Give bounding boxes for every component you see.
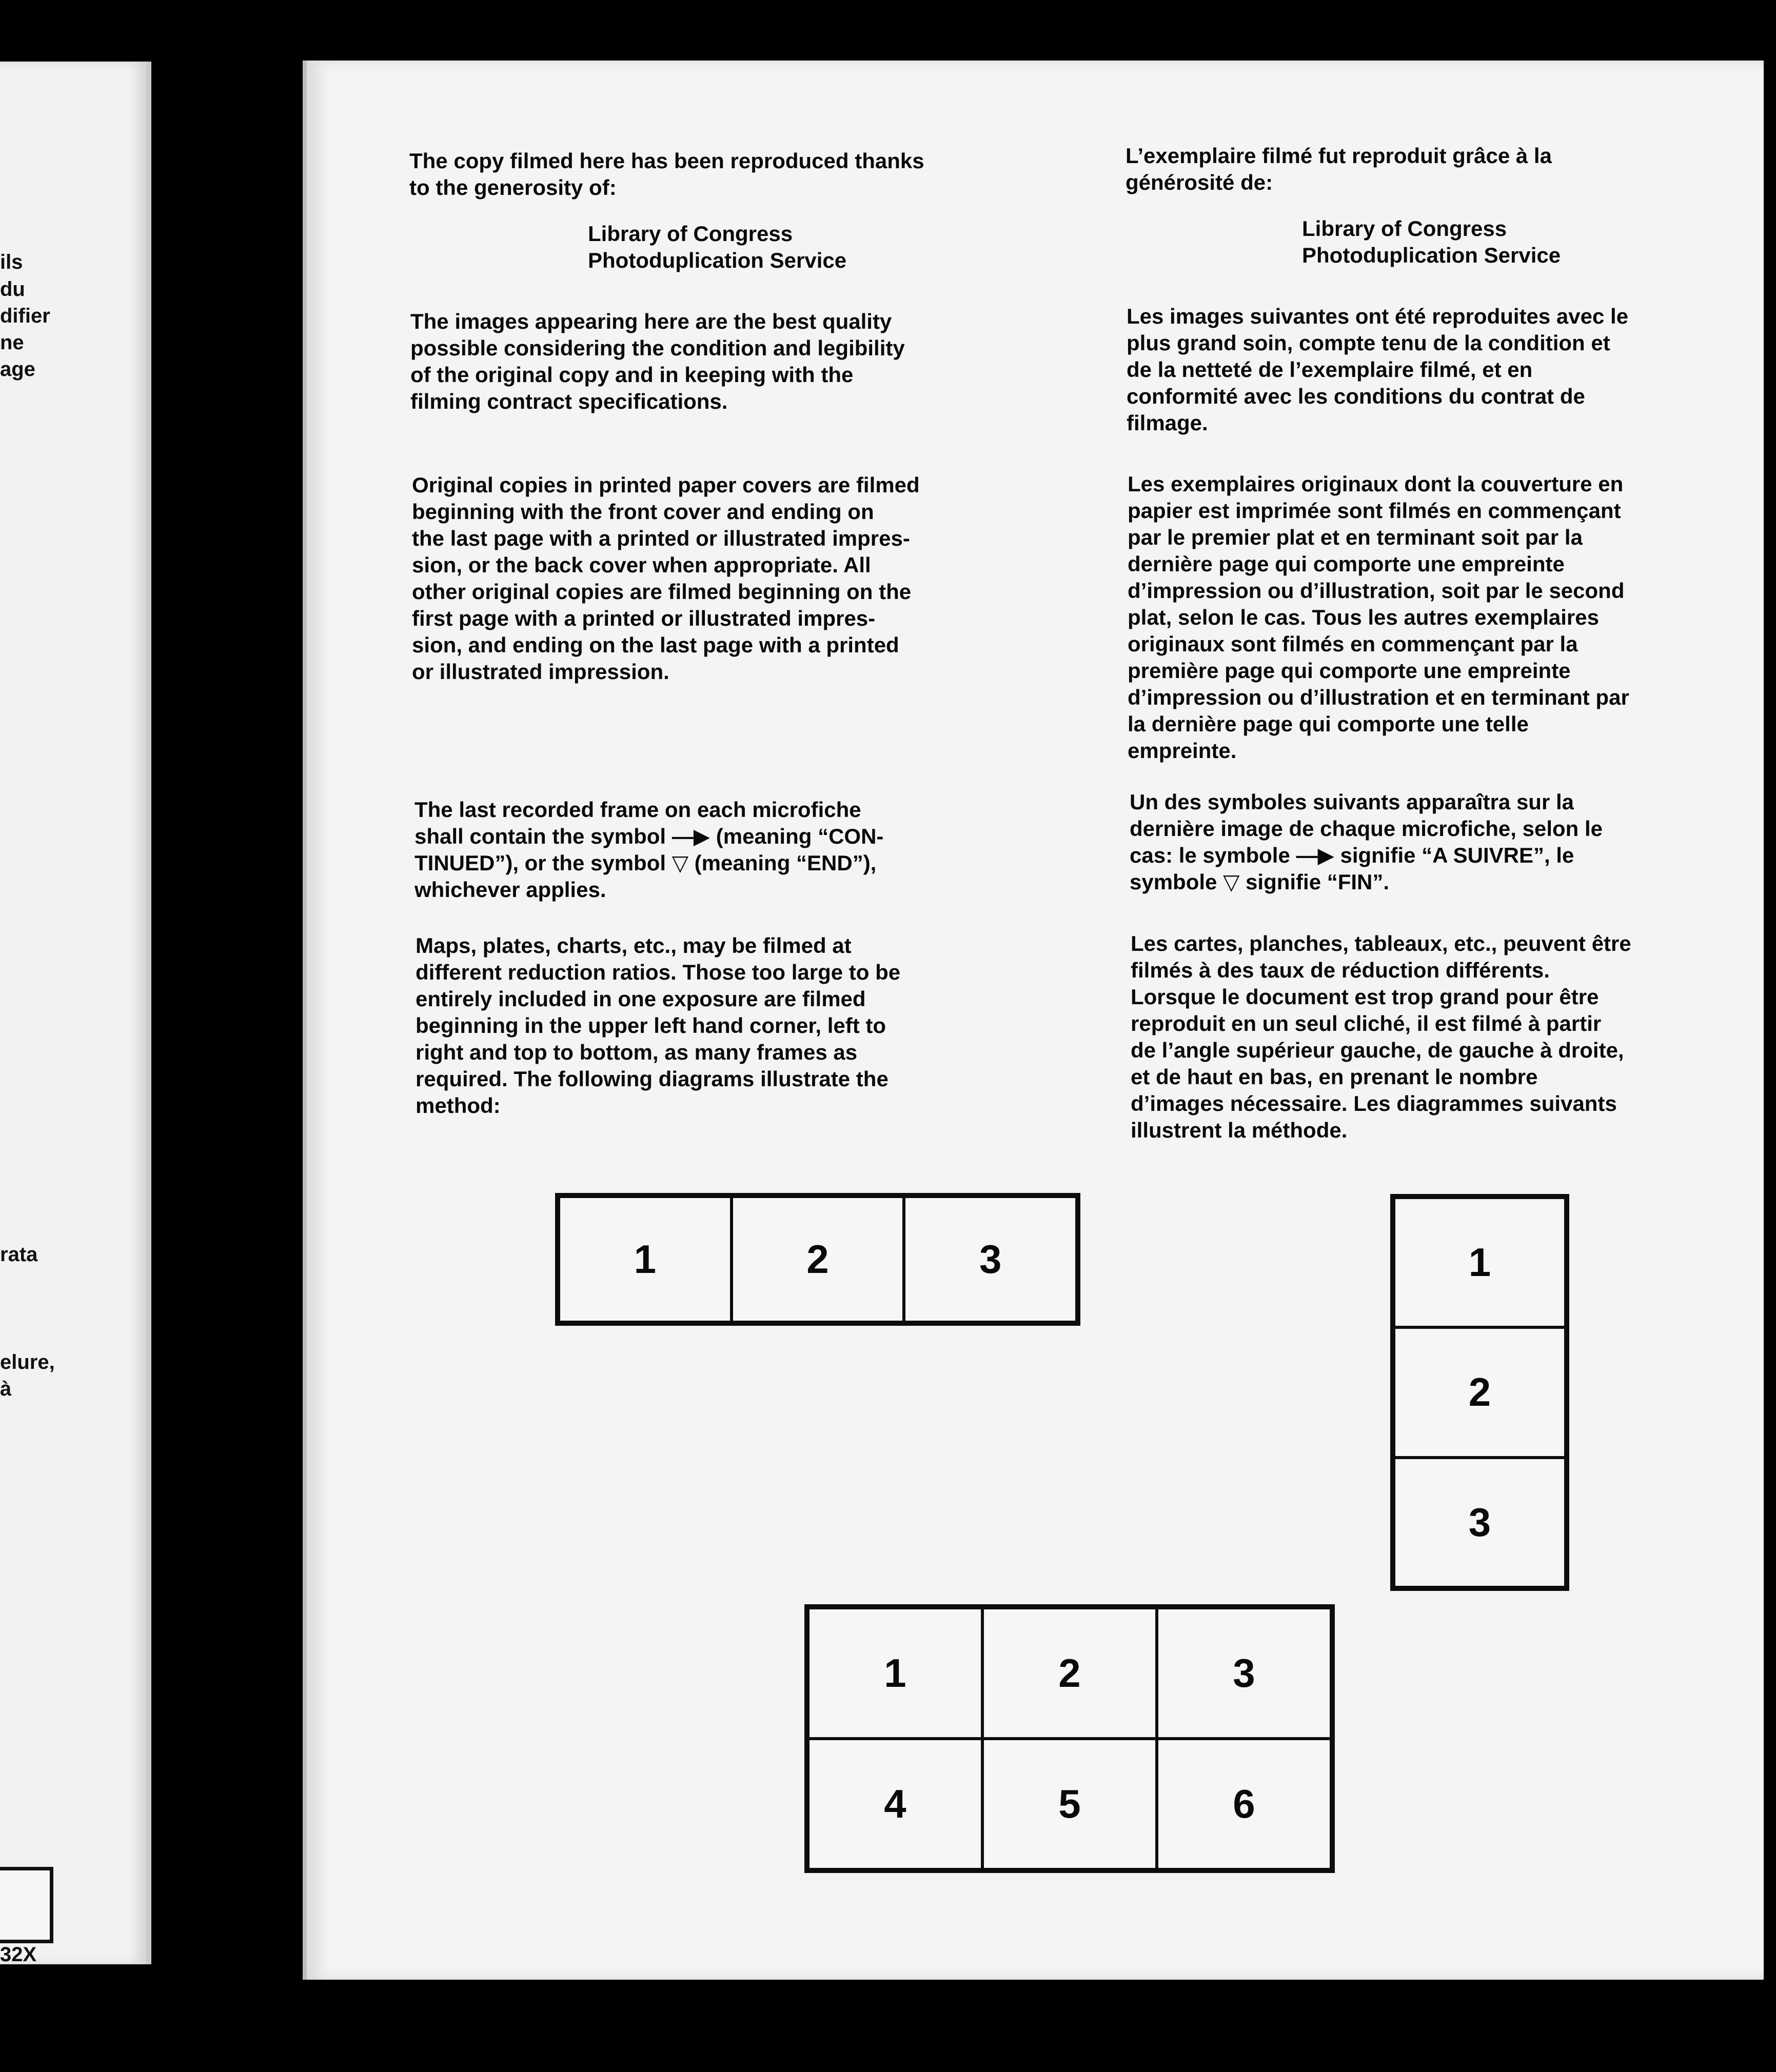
- frame-cell: 6: [1157, 1739, 1331, 1869]
- prev-fragment-1: ils: [0, 251, 23, 273]
- english-covers-paragraph: Original copies in printed paper covers are filmed beginning with the front cover and ending on the last page with a printed or illustrated impres- sion, or the back cover when appropriate. All other original copies are filmed beginning on the first page with a printed or illustrated impres- sion, and ending on the last page with a printed or illustrated impression.: [412, 473, 920, 684]
- frame-cell: 2: [732, 1197, 904, 1322]
- french-library-service: Photoduplication Service: [1302, 243, 1561, 267]
- english-library-name: Library of Congress: [588, 222, 793, 246]
- english-library-credit: [588, 221, 846, 274]
- english-library-service: Photoduplication Service: [588, 248, 847, 272]
- frame-cell: 1: [808, 1608, 982, 1739]
- frame-cell: 2: [982, 1608, 1157, 1739]
- frame-cell: 1: [559, 1197, 732, 1322]
- frame-cell: 5: [982, 1739, 1157, 1869]
- french-symbols-paragraph: Un des symboles suivants apparaîtra sur la dernière image de chaque microfiche, selon le cas: le symbole —▶ signifie “A SUIVRE”, le symbole ▽ signifie “FIN”.: [1130, 790, 1603, 894]
- french-quality-paragraph: Les images suivantes ont été reproduites avec le plus grand soin, compte tenu de la condition et de la netteté de l’exemplaire filmé, et en conformité avec les conditions du contrat de filmage.: [1127, 304, 1629, 435]
- prev-fragment-7: elure,: [0, 1351, 55, 1373]
- prev-page-box: [0, 1867, 53, 1943]
- prev-label-32x: 32X: [0, 1943, 37, 1966]
- english-intro: The copy filmed here has been reproduced thanks to the generosity of:: [409, 149, 924, 200]
- prev-fragment-5: age: [0, 358, 35, 381]
- diagram-grid: [804, 1604, 1335, 1873]
- english-symbols-paragraph: The last recorded frame on each microfiche shall contain the symbol —▶ (meaning “CON- TINUED”), or the symbol ▽ (meaning “END”), whichever applies.: [415, 798, 884, 902]
- prev-fragment-4: ne: [0, 331, 24, 354]
- french-intro: L’exemplaire filmé fut reproduit grâce à la générosité de:: [1126, 144, 1552, 194]
- filming-notice-page: [303, 61, 1764, 1980]
- frame-cell: 4: [808, 1739, 982, 1869]
- frame-cell: 3: [904, 1197, 1077, 1322]
- french-covers-paragraph: Les exemplaires originaux dont la couverture en papier est imprimée sont filmés en commençant par le premier plat et en terminant soit par la dernière page qui comporte une empreinte d’impression ou d’illustration, soit par le second plat, selon le cas. Tous les autres exemplaires originaux sont filmés en commençant par la première page qui comporte une empreinte d’impression ou d’illustration et en terminant par la dernière page qui comporte une telle empreinte.: [1128, 472, 1629, 763]
- previous-page-edge: [0, 62, 151, 1964]
- diagram-horizontal: [555, 1193, 1080, 1326]
- prev-fragment-6: rata: [0, 1243, 38, 1266]
- prev-fragment-3: difier: [0, 305, 50, 327]
- english-maps-paragraph: Maps, plates, charts, etc., may be filmed at different reduction ratios. Those too large to be entirely included in one exposure are filmed beginning in the upper left hand corner, left to right and top to bottom, as many frames as required. The following diagrams illustrate the method:: [416, 933, 901, 1118]
- film-border-bottom: [0, 2000, 1776, 2072]
- frame-cell: 3: [1157, 1608, 1331, 1739]
- prev-fragment-8: à: [0, 1378, 12, 1400]
- english-quality-paragraph: The images appearing here are the best quality possible considering the condition and legibility of the original copy and in keeping with the filming contract specifications.: [410, 309, 905, 413]
- diagram-vertical: [1390, 1194, 1569, 1591]
- french-library-name: Library of Congress: [1302, 216, 1507, 241]
- frame-cell: 1: [1394, 1198, 1566, 1327]
- french-library-credit: [1302, 215, 1561, 269]
- frame-cell: 3: [1394, 1458, 1566, 1587]
- french-maps-paragraph: Les cartes, planches, tableaux, etc., peuvent être filmés à des taux de réduction différents. Lorsque le document est trop grand pour être reproduit en un seul cliché, il est filmé à partir de l’angle supérieur gauche, de gauche à droite, et de haut en bas, en prenant le nombre d’images nécessaire. Les diagrammes suivants illustrent la méthode.: [1131, 931, 1631, 1142]
- frame-cell: 2: [1394, 1327, 1566, 1457]
- prev-fragment-2: du: [0, 278, 25, 301]
